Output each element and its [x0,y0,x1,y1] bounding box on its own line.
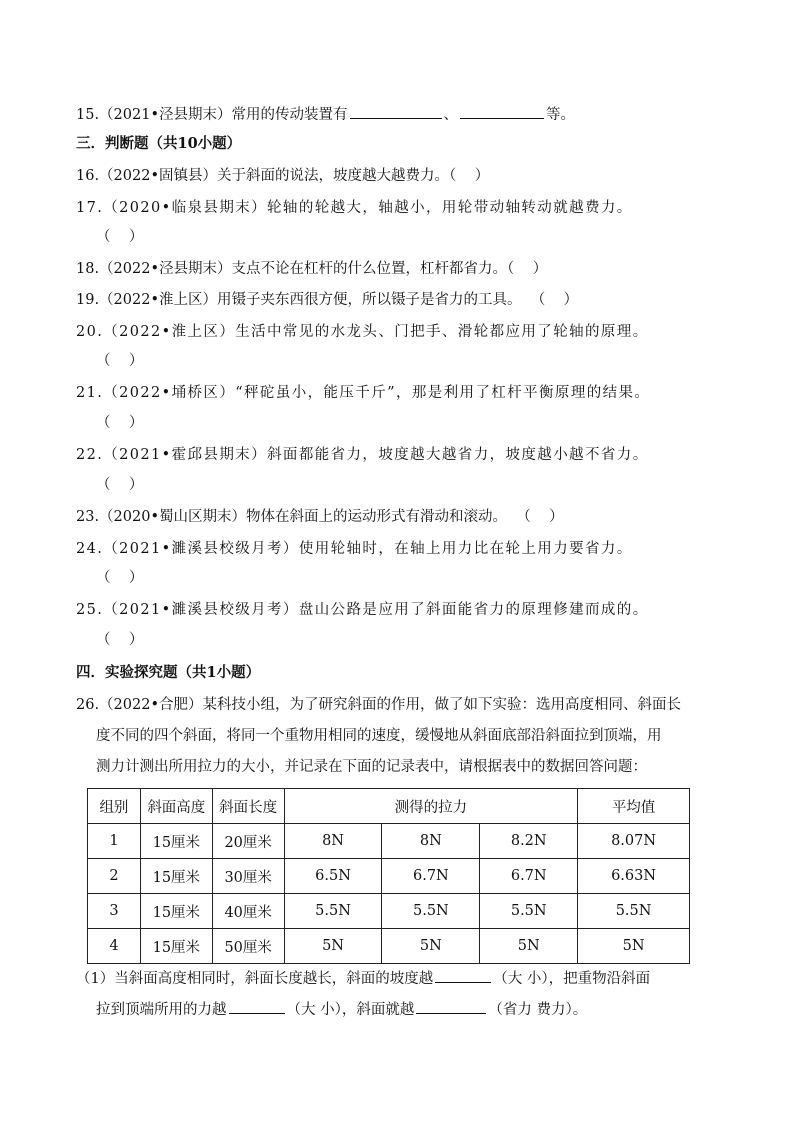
table-row [88,824,690,859]
table-cell: 6.7N [382,859,480,894]
table-cell: 5.5N [578,894,690,929]
question-20-answer-paren[interactable]: （ ） [96,353,144,369]
table-cell: 1 [88,824,141,859]
question-23: 23.（2020•蜀山区期末）物体在斜面上的运动形式有滑动和滚动。 （ ） [76,509,564,525]
question-26-part-1-cont [96,997,746,1020]
table-cell: 8.07N [578,824,690,859]
table-cell: 20厘米 [212,824,284,859]
table-cell: 4 [88,929,141,964]
question-20: 20.（2022•淮上区）生活中常见的水龙头、门把手、滑轮都应用了轮轴的原理。 [76,324,649,340]
answer-blank[interactable] [435,966,491,983]
question-25-answer-paren[interactable]: （ ） [96,632,144,648]
table-row [88,894,690,929]
header-measured-force: 测得的拉力 [284,789,578,824]
answer-blank[interactable] [229,997,285,1014]
table-cell: 5N [284,929,382,964]
table-cell: 2 [88,859,141,894]
question-19: 19.（2022•淮上区）用镊子夹东西很方便，所以镊子是省力的工具。 （ ） [76,292,579,308]
table-cell: 50厘米 [212,929,284,964]
experiment-data-table [87,788,690,964]
table-cell: 6.7N [480,859,578,894]
question-24: 24.（2021•濉溪县校级月考）使用轮轴时，在轴上用力比在轮上用力要省力。 [76,541,633,557]
table-cell: 8.2N [480,824,578,859]
question-22: 22.（2021•霍邱县期末）斜面都能省力，坡度越大越省力，坡度越小越不省力。 [76,447,649,463]
question-26-part-1-cont-mid: （大 小），斜面就越 [286,1002,415,1018]
section-heading-judgement: 三．判断题（共10小题） [76,135,242,152]
table-cell: 8N [382,824,480,859]
table-cell: 3 [88,894,141,929]
table-cell: 5.5N [284,894,382,929]
table-cell: 15厘米 [140,824,212,859]
header-height: 斜面高度 [140,789,212,824]
question-21: 21.（2022•埇桥区）“秤砣虽小，能压千斤”，那是利用了杠杆平衡原理的结果。 [76,385,651,401]
question-22-answer-paren[interactable]: （ ） [96,477,144,493]
table-cell: 6.5N [284,859,382,894]
table-cell: 30厘米 [212,859,284,894]
table-cell: 8N [284,824,382,859]
table-cell: 15厘米 [140,894,212,929]
question-26-line-3: 测力计测出所用拉力的大小，并记录在下面的记录表中，请根据表中的数据回答问题： [96,759,647,775]
table-cell: 5.5N [382,894,480,929]
header-group: 组别 [88,789,141,824]
question-24-answer-paren[interactable]: （ ） [96,570,144,586]
table-cell: 5.5N [480,894,578,929]
table-cell: 15厘米 [140,859,212,894]
question-26-part-1-text: （1）当斜面高度相同时，斜面长度越长，斜面的坡度越 [76,971,434,987]
table-cell: 6.63N [578,859,690,894]
question-15 [76,102,726,125]
table-cell: 15厘米 [140,929,212,964]
question-17: 17.（2020•临泉县期末）轮轴的轮越大，轴越小，用轮带动轴转动就越费力。 [76,200,633,216]
question-15-suffix: 等。 [546,107,576,123]
question-15-separator: 、 [443,107,459,123]
answer-blank[interactable] [460,102,544,119]
question-26-part-1 [76,966,726,989]
table-cell: 5N [480,929,578,964]
table-row [88,859,690,894]
question-26-line-2: 度不同的四个斜面，将同一个重物用相同的速度，缓慢地从斜面底部沿斜面拉到顶端，用 [96,728,662,744]
table-cell: 40厘米 [212,894,284,929]
question-26-part-1-cont-text: 拉到顶端所用的力越 [96,1002,227,1018]
header-length: 斜面长度 [212,789,284,824]
question-17-answer-paren[interactable]: （ ） [96,229,144,245]
question-26-part-1-cont-options: （省力 费力）。 [488,1002,588,1018]
header-average: 平均值 [578,789,690,824]
answer-blank[interactable] [416,997,486,1014]
table-cell: 5N [578,929,690,964]
table-row [88,929,690,964]
question-26-part-1-options: （大 小），把重物沿斜面 [493,971,651,987]
question-16: 16.（2022•固镇县）关于斜面的说法，坡度越大越费力。（ ） [76,168,490,184]
question-25: 25.（2021•濉溪县校级月考）盘山公路是应用了斜面能省力的原理修建而成的。 [76,602,649,618]
question-18: 18.（2022•泾县期末）支点不论在杠杆的什么位置，杠杆都省力。（ ） [76,261,548,277]
answer-blank[interactable] [350,102,442,119]
table-header-row [88,789,690,824]
section-heading-experiment: 四．实验探究题（共1小题） [76,664,261,681]
question-21-answer-paren[interactable]: （ ） [96,415,144,431]
question-26-line-1: 26.（2022•合肥）某科技小组，为了研究斜面的作用，做了如下实验：选用高度相同、斜面长 [76,697,682,713]
question-15-text: 15.（2021•泾县期末）常用的传动装置有 [76,107,348,123]
table-cell: 5N [382,929,480,964]
